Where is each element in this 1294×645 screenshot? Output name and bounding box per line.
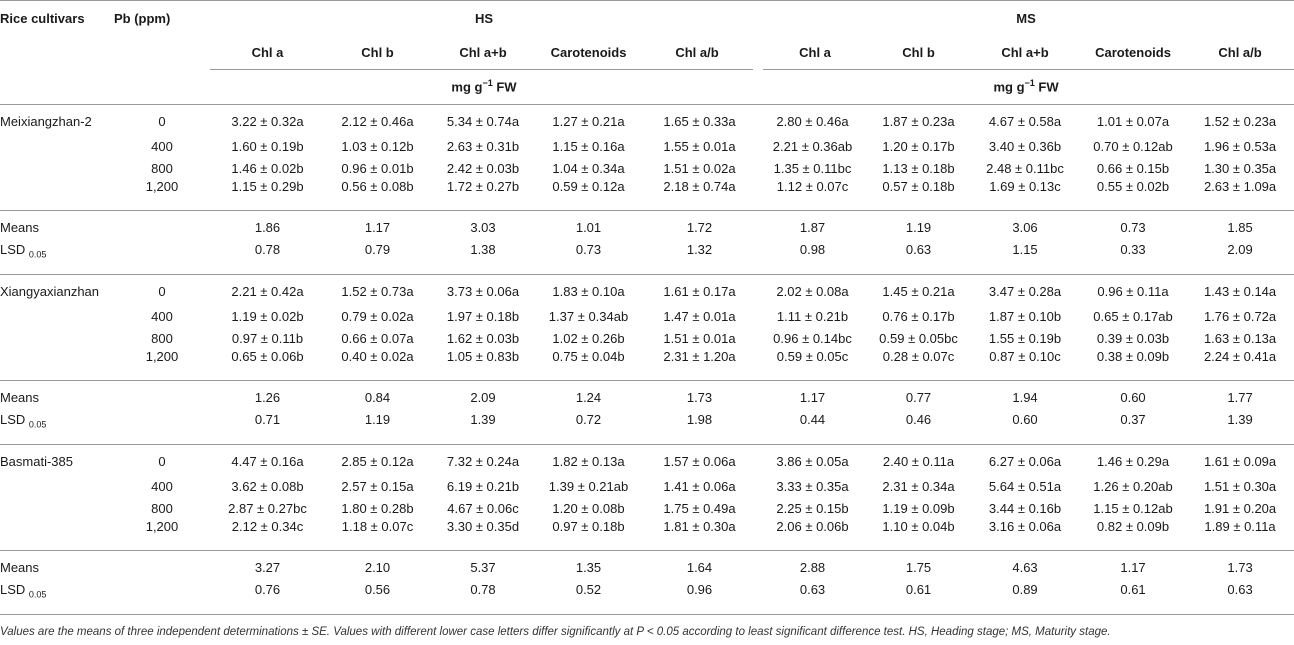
subheader-ms-col: Chl a+b — [970, 37, 1080, 70]
ms-value-cell: 1.15 ± 0.12ab — [1093, 500, 1173, 516]
ms-value-cell: 0.82 ± 0.09b — [1096, 519, 1170, 534]
ms-mean-cell: 4.63 — [970, 550, 1080, 582]
hs-lsd-cell: 0.78 — [254, 242, 281, 257]
ms-value-cell: 1.35 ± 0.11bc — [773, 160, 852, 176]
pb-level: 400 — [151, 478, 173, 494]
table-row — [0, 444, 1294, 475]
cultivar-name — [0, 179, 114, 210]
empty-cell — [114, 550, 210, 582]
hs-lsd-cell: 0.78 — [430, 582, 536, 614]
hs-lsd-cell: 0.73 — [575, 242, 602, 257]
ms-value-cell: 0.55 ± 0.02b — [1096, 179, 1170, 194]
lsd-row — [0, 242, 1294, 274]
table-footnote: Values are the means of three independent determinations ± SE. Values with different lower case letters differ significantly at P < 0.05 according to least significant difference test. HS, Heading stage; MS, Maturity stage. — [0, 626, 1111, 638]
ms-value-cell: 1.11 ± 0.21b — [776, 308, 849, 324]
hs-value-cell: 1.97 ± 0.18b — [446, 308, 520, 324]
lsd-text: LSD — [0, 242, 26, 257]
ms-mean-cell: 3.06 — [970, 210, 1080, 242]
hs-value-cell: 1.15 ± 0.16a — [552, 138, 625, 154]
hs-mean-cell: 1.17 — [325, 210, 430, 242]
ms-value-cell: 1.61 ± 0.09a — [1186, 444, 1294, 475]
subheader-hs-col: Carotenoids — [536, 37, 641, 70]
ms-value-cell: 1.96 ± 0.53a — [1203, 138, 1277, 154]
pb-level: 400 — [151, 138, 173, 154]
ms-lsd-cell: 0.60 — [1012, 412, 1038, 427]
hs-value-cell: 2.87 ± 0.27bc — [228, 500, 307, 516]
table-row — [0, 157, 1294, 179]
ms-value-cell: 0.70 ± 0.12ab — [1093, 138, 1173, 154]
hs-value-cell: 0.65 ± 0.06b — [231, 349, 304, 364]
lsd-row — [0, 582, 1294, 614]
hs-value-cell: 1.03 ± 0.12b — [341, 138, 414, 154]
pb-level: 1,200 — [145, 349, 179, 364]
ms-value-cell: 1.19 ± 0.09b — [882, 500, 955, 516]
ms-value-cell: 1.30 ± 0.35a — [1203, 160, 1277, 176]
ms-value-cell: 2.21 ± 0.36ab — [772, 138, 853, 154]
unit-row — [0, 69, 1294, 104]
ms-mean-cell: 1.77 — [1186, 380, 1294, 412]
hs-value-cell: 1.80 ± 0.28b — [341, 500, 414, 516]
hs-lsd-cell: 1.38 — [470, 242, 496, 257]
hs-value-cell: 1.52 ± 0.73a — [325, 274, 430, 305]
hs-mean-cell: 5.37 — [430, 550, 536, 582]
subheader-hs-col: Chl a+b — [430, 37, 536, 70]
hs-value-cell: 7.32 ± 0.24a — [430, 444, 536, 475]
ms-mean-cell: 0.77 — [867, 380, 970, 412]
hs-value-cell: 1.47 ± 0.01a — [663, 308, 736, 324]
ms-lsd-cell: 0.44 — [799, 412, 826, 427]
hs-value-cell: 2.12 ± 0.34c — [231, 519, 304, 534]
hs-value-cell: 2.57 ± 0.15a — [341, 478, 414, 494]
hs-value-cell: 1.55 ± 0.01a — [663, 138, 736, 154]
subheader-ms-col: Chl b — [867, 37, 970, 70]
hs-value-cell: 1.51 ± 0.02a — [663, 160, 736, 176]
hs-lsd-cell: 1.19 — [364, 412, 391, 427]
ms-mean-cell: 1.87 — [758, 210, 867, 242]
hs-mean-cell: 1.01 — [536, 210, 641, 242]
ms-value-cell: 6.27 ± 0.06a — [970, 444, 1080, 475]
hs-value-cell: 2.85 ± 0.12a — [325, 444, 430, 475]
table-row — [0, 519, 1294, 550]
ms-value-cell: 1.51 ± 0.30a — [1203, 478, 1277, 494]
ms-lsd-cell: 0.89 — [970, 582, 1080, 614]
cultivar-name: Meixiangzhan-2 — [0, 104, 114, 135]
ms-value-cell: 2.24 ± 0.41a — [1203, 349, 1277, 364]
hs-value-cell: 1.02 ± 0.26b — [552, 330, 625, 346]
subheader-ms-col: Carotenoids — [1080, 37, 1186, 70]
ms-mean-cell: 1.75 — [867, 550, 970, 582]
hs-lsd-cell: 0.96 — [641, 582, 758, 614]
unit-ms: mg $g^{-1}$ FW — [993, 78, 1059, 95]
ms-lsd-cell: 0.98 — [799, 242, 826, 257]
ms-lsd-cell: 0.61 — [1080, 582, 1186, 614]
hs-mean-cell: 3.27 — [210, 550, 325, 582]
hs-mean-cell: 1.64 — [641, 550, 758, 582]
hs-value-cell: 2.21 ± 0.42a — [210, 274, 325, 305]
ms-value-cell: 3.47 ± 0.28a — [970, 274, 1080, 305]
hs-value-cell: 3.30 ± 0.35d — [446, 519, 520, 534]
hs-value-cell: 1.65 ± 0.33a — [641, 104, 758, 135]
ms-lsd-cell: 0.37 — [1120, 412, 1146, 427]
subheader-ms-col: Chl a — [758, 37, 867, 70]
cultivar-name: Xiangyaxianzhan — [0, 274, 114, 305]
pb-level: 0 — [114, 104, 210, 135]
hs-value-cell: 2.31 ± 1.20a — [663, 349, 736, 364]
means-row — [0, 550, 1294, 582]
ms-lsd-cell: 0.61 — [867, 582, 970, 614]
hs-value-cell: 1.82 ± 0.13a — [536, 444, 641, 475]
ms-value-cell: 0.59 ± 0.05c — [776, 349, 849, 364]
ms-lsd-cell: 1.39 — [1227, 412, 1253, 427]
hs-mean-cell: 1.35 — [536, 550, 641, 582]
table-row — [0, 475, 1294, 497]
hs-value-cell: 1.61 ± 0.17a — [641, 274, 758, 305]
hs-value-cell: 1.20 ± 0.08b — [552, 500, 625, 516]
hs-value-cell: 1.75 ± 0.49a — [663, 500, 736, 516]
means-label: Means — [0, 380, 114, 412]
unit-hs: mg $g^{-1}$ FW — [451, 78, 517, 95]
cultivar-name — [0, 135, 114, 157]
subheader-hs-col: Chl b — [325, 37, 430, 70]
ms-mean-cell: 1.94 — [970, 380, 1080, 412]
ms-value-cell: 0.28 ± 0.07c — [882, 349, 955, 364]
hs-mean-cell: 0.84 — [325, 380, 430, 412]
pb-level: 800 — [151, 330, 173, 346]
ms-value-cell: 1.43 ± 0.14a — [1186, 274, 1294, 305]
ms-value-cell: 2.31 ± 0.34a — [882, 478, 955, 494]
hs-lsd-cell: 0.76 — [210, 582, 325, 614]
header-hs: HS — [210, 1, 758, 37]
ms-mean-cell: 1.19 — [867, 210, 970, 242]
lsd-text: LSD — [0, 412, 26, 427]
ms-value-cell: 0.66 ± 0.15b — [1096, 160, 1170, 176]
ms-value-cell: 4.67 ± 0.58a — [970, 104, 1080, 135]
ms-value-cell: 0.59 ± 0.05bc — [879, 330, 958, 346]
hs-value-cell: 1.81 ± 0.30a — [663, 519, 736, 534]
hs-lsd-cell: 0.72 — [575, 412, 602, 427]
ms-value-cell: 1.87 ± 0.23a — [867, 104, 970, 135]
ms-value-cell: 1.63 ± 0.13a — [1203, 330, 1277, 346]
ms-value-cell: 1.89 ± 0.11a — [1204, 519, 1276, 534]
hs-value-cell: 2.12 ± 0.46a — [325, 104, 430, 135]
hs-value-cell: 0.97 ± 0.11b — [231, 330, 304, 346]
ms-value-cell: 0.57 ± 0.18b — [882, 179, 955, 194]
cultivar-name — [0, 497, 114, 519]
ms-value-cell: 1.87 ± 0.10b — [988, 308, 1062, 324]
lsd-label — [0, 582, 114, 614]
pb-level: 800 — [151, 160, 173, 176]
hs-value-cell: 1.72 ± 0.27b — [446, 179, 520, 194]
subheader-row — [0, 37, 1294, 70]
ms-value-cell: 1.69 ± 0.13c — [989, 179, 1061, 194]
table-row — [0, 349, 1294, 380]
lsd-subscript: 0.05 — [28, 589, 47, 600]
ms-value-cell: 0.65 ± 0.17ab — [1093, 308, 1173, 324]
hs-mean-cell: 1.26 — [210, 380, 325, 412]
hs-mean-cell: 3.03 — [430, 210, 536, 242]
lsd-row — [0, 412, 1294, 444]
ms-value-cell: 3.86 ± 0.05a — [758, 444, 867, 475]
hs-value-cell: 3.62 ± 0.08b — [231, 478, 304, 494]
means-row — [0, 210, 1294, 242]
table-row — [0, 305, 1294, 327]
hs-lsd-cell: 1.98 — [686, 412, 713, 427]
cultivar-name — [0, 519, 114, 550]
table-header — [0, 1, 1294, 105]
table-row — [0, 135, 1294, 157]
empty-cell — [114, 242, 210, 274]
hs-value-cell: 0.75 ± 0.04b — [552, 349, 625, 364]
hs-value-cell: 3.22 ± 0.32a — [210, 104, 325, 135]
ms-value-cell: 0.87 ± 0.10c — [989, 349, 1061, 364]
hs-value-cell: 6.19 ± 0.21b — [446, 478, 520, 494]
ms-mean-cell: 1.17 — [758, 380, 867, 412]
hs-value-cell: 1.15 ± 0.29b — [231, 179, 304, 194]
ms-lsd-cell: 2.09 — [1227, 242, 1253, 257]
header-ms: MS — [758, 1, 1294, 37]
hs-value-cell: 0.40 ± 0.02a — [341, 349, 414, 364]
means-row — [0, 380, 1294, 412]
cultivar-name — [0, 327, 114, 349]
empty-cell — [114, 210, 210, 242]
ms-value-cell: 1.12 ± 0.07c — [776, 179, 849, 194]
ms-value-cell: 2.48 ± 0.11bc — [986, 160, 1064, 176]
ms-value-cell: 0.96 ± 0.14bc — [773, 330, 852, 346]
hs-mean-cell: 1.72 — [641, 210, 758, 242]
hs-value-cell: 1.04 ± 0.34a — [552, 160, 625, 176]
ms-value-cell: 2.06 ± 0.06b — [776, 519, 849, 534]
ms-mean-cell: 0.73 — [1080, 210, 1186, 242]
pb-level: 800 — [151, 500, 173, 516]
hs-value-cell: 2.42 ± 0.03b — [446, 160, 520, 176]
hs-value-cell: 1.60 ± 0.19b — [231, 138, 304, 154]
hs-value-cell: 1.27 ± 0.21a — [536, 104, 641, 135]
pb-level: 1,200 — [145, 179, 179, 194]
table-row — [0, 327, 1294, 349]
hs-lsd-cell: 0.56 — [325, 582, 430, 614]
hs-lsd-cell: 1.39 — [470, 412, 496, 427]
hs-lsd-cell: 0.79 — [364, 242, 391, 257]
ms-value-cell: 1.26 ± 0.20ab — [1093, 478, 1173, 494]
hs-mean-cell: 1.86 — [210, 210, 325, 242]
hs-value-cell: 1.37 ± 0.34ab — [548, 308, 629, 324]
ms-value-cell: 0.39 ± 0.03b — [1096, 330, 1170, 346]
hs-lsd-cell: 0.71 — [254, 412, 281, 427]
ms-value-cell: 1.20 ± 0.17b — [882, 138, 955, 154]
ms-value-cell: 1.01 ± 0.07a — [1080, 104, 1186, 135]
hs-value-cell: 0.96 ± 0.01b — [341, 160, 414, 176]
ms-value-cell: 3.40 ± 0.36b — [988, 138, 1062, 154]
subheader-ms-col: Chl a/b — [1186, 37, 1294, 70]
ms-value-cell: 3.16 ± 0.06a — [988, 519, 1062, 534]
empty-cell — [114, 380, 210, 412]
hs-value-cell: 0.79 ± 0.02a — [341, 308, 414, 324]
ms-value-cell: 0.76 ± 0.17b — [882, 308, 955, 324]
hs-value-cell: 1.83 ± 0.10a — [536, 274, 641, 305]
hs-value-cell: 1.57 ± 0.06a — [641, 444, 758, 475]
subheader-hs-col: Chl a — [210, 37, 325, 70]
ms-mean-cell: 1.17 — [1080, 550, 1186, 582]
hs-value-cell: 0.97 ± 0.18b — [552, 519, 625, 534]
ms-value-cell: 3.33 ± 0.35a — [776, 478, 849, 494]
table-row — [0, 104, 1294, 135]
hs-value-cell: 0.66 ± 0.07a — [341, 330, 414, 346]
hs-value-cell: 1.51 ± 0.01a — [663, 330, 736, 346]
ms-value-cell: 1.13 ± 0.18b — [882, 160, 955, 176]
hs-value-cell: 1.62 ± 0.03b — [446, 330, 520, 346]
ms-lsd-cell: 0.33 — [1120, 242, 1146, 257]
empty-cell — [114, 412, 210, 444]
ms-lsd-cell: 0.63 — [758, 582, 867, 614]
ms-value-cell: 0.38 ± 0.09b — [1096, 349, 1170, 364]
hs-mean-cell: 2.10 — [325, 550, 430, 582]
ms-lsd-cell: 0.46 — [905, 412, 932, 427]
hs-mean-cell: 1.73 — [641, 380, 758, 412]
table-body — [0, 104, 1294, 614]
empty-cell — [114, 582, 210, 614]
lsd-label — [0, 412, 114, 444]
hs-value-cell: 1.18 ± 0.07c — [341, 519, 414, 534]
lsd-subscript: 0.05 — [28, 419, 47, 430]
ms-value-cell: 0.96 ± 0.11a — [1080, 274, 1186, 305]
hs-lsd-cell: 0.52 — [536, 582, 641, 614]
hs-value-cell: 1.46 ± 0.02b — [231, 160, 304, 176]
cultivar-name — [0, 475, 114, 497]
ms-value-cell: 5.64 ± 0.51a — [988, 478, 1062, 494]
pb-level: 0 — [114, 274, 210, 305]
ms-value-cell: 2.80 ± 0.46a — [758, 104, 867, 135]
cultivar-name — [0, 157, 114, 179]
ms-value-cell: 1.10 ± 0.04b — [882, 519, 955, 534]
hs-value-cell: 2.18 ± 0.74a — [663, 179, 736, 194]
ms-value-cell: 1.55 ± 0.19b — [988, 330, 1062, 346]
cultivar-name — [0, 349, 114, 380]
hs-value-cell: 1.39 ± 0.21ab — [548, 478, 629, 494]
ms-mean-cell: 1.85 — [1186, 210, 1294, 242]
hs-value-cell: 1.41 ± 0.06a — [663, 478, 736, 494]
hs-value-cell: 4.47 ± 0.16a — [210, 444, 325, 475]
hs-mean-cell: 1.24 — [536, 380, 641, 412]
pb-level: 0 — [114, 444, 210, 475]
ms-lsd-cell: 1.15 — [1012, 242, 1038, 257]
ms-lsd-cell: 0.63 — [905, 242, 932, 257]
ms-value-cell: 2.40 ± 0.11a — [867, 444, 970, 475]
ms-mean-cell: 0.60 — [1080, 380, 1186, 412]
means-label: Means — [0, 550, 114, 582]
ms-lsd-cell: 0.63 — [1186, 582, 1294, 614]
pb-level: 1,200 — [145, 519, 179, 534]
subheader-hs-col: Chl a/b — [641, 37, 758, 70]
hs-value-cell: 0.56 ± 0.08b — [341, 179, 414, 194]
hs-value-cell: 2.63 ± 0.31b — [446, 138, 520, 154]
hs-value-cell: 5.34 ± 0.74a — [430, 104, 536, 135]
ms-value-cell: 1.76 ± 0.72a — [1203, 308, 1277, 324]
header-cultivar: Rice cultivars — [0, 1, 114, 37]
table-row — [0, 274, 1294, 305]
cultivar-name — [0, 305, 114, 327]
lsd-text: LSD — [0, 582, 26, 597]
ms-value-cell: 1.91 ± 0.20a — [1203, 500, 1277, 516]
ms-mean-cell: 1.73 — [1186, 550, 1294, 582]
hs-value-cell: 1.19 ± 0.02b — [231, 308, 304, 324]
hs-value-cell: 1.05 ± 0.83b — [446, 349, 520, 364]
lsd-subscript: 0.05 — [28, 249, 47, 260]
hs-value-cell: 3.73 ± 0.06a — [430, 274, 536, 305]
header-pb: Pb (ppm) — [114, 1, 210, 37]
pb-level: 400 — [151, 308, 173, 324]
table-row — [0, 179, 1294, 210]
means-label: Means — [0, 210, 114, 242]
ms-mean-cell: 2.88 — [758, 550, 867, 582]
ms-value-cell: 1.46 ± 0.29a — [1080, 444, 1186, 475]
ms-value-cell: 2.25 ± 0.15b — [776, 500, 849, 516]
cultivar-name: Basmati-385 — [0, 444, 114, 475]
table-row — [0, 497, 1294, 519]
hs-mean-cell: 2.09 — [430, 380, 536, 412]
ms-value-cell: 2.02 ± 0.08a — [758, 274, 867, 305]
ms-value-cell: 2.63 ± 1.09a — [1203, 179, 1277, 194]
ms-value-cell: 3.44 ± 0.16b — [988, 500, 1062, 516]
ms-value-cell: 1.45 ± 0.21a — [867, 274, 970, 305]
lsd-label — [0, 242, 114, 274]
ms-value-cell: 1.52 ± 0.23a — [1186, 104, 1294, 135]
hs-value-cell: 0.59 ± 0.12a — [552, 179, 625, 194]
hs-value-cell: 4.67 ± 0.06c — [447, 500, 519, 516]
hs-lsd-cell: 1.32 — [686, 242, 713, 257]
